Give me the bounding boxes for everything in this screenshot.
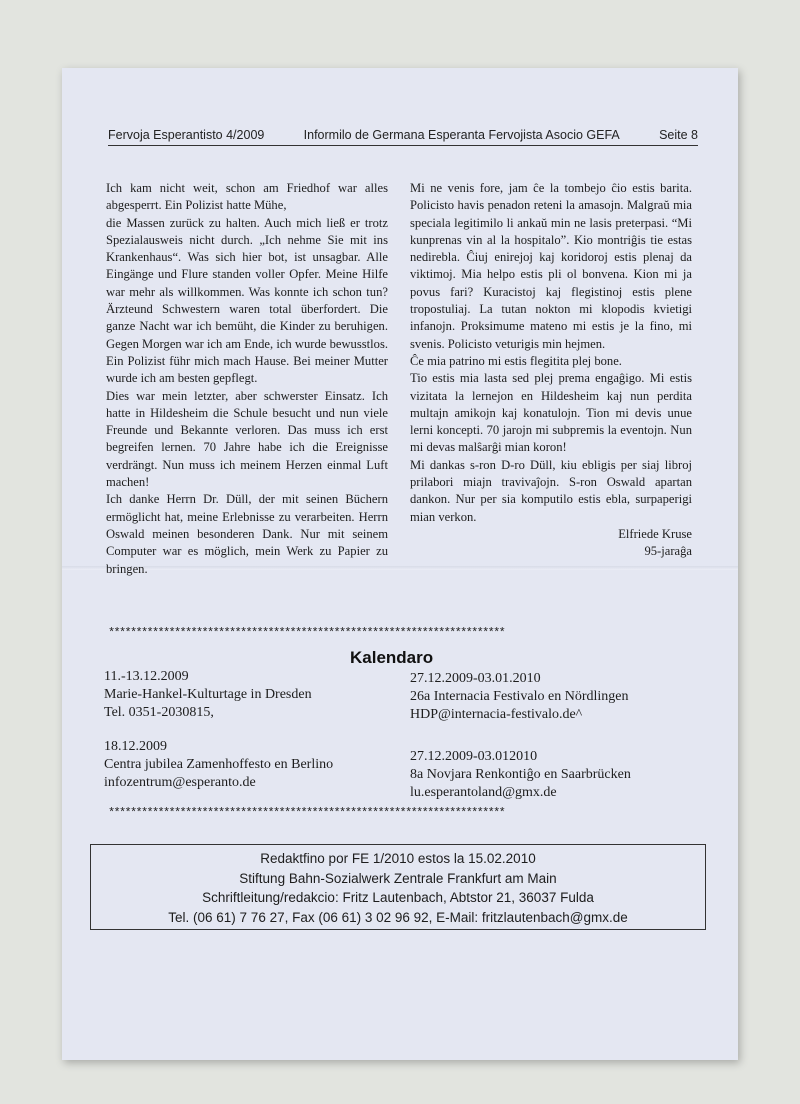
header-publication: Fervoja Esperantisto 4/2009 [108, 128, 265, 142]
editorial-info-box [90, 844, 706, 930]
calendar-event [410, 670, 628, 724]
star-divider-top: ************************************************************************ [108, 626, 505, 640]
editor-line: Schriftleitung/redakcio: Fritz Lautenbach, Abtstor 21, 36037 Fulda [202, 890, 594, 905]
event-contact: lu.esperantoland@gmx.de [410, 785, 557, 800]
page-header [108, 128, 698, 146]
paragraph: Dies war mein letzter, aber schwerster Einsatz. Ich hatte in Hildesheim die Schule besucht und nun viele Freunde und Bekannte verloren. Das muss ich erst begreifen lernen. 70 Jahre habe ich die Ereignisse verdrängt. Nun muss ich meinem Herzen einmal Luft machen! [106, 388, 388, 490]
header-subtitle: Informilo de Germana Esperanta Fervojista Asocio GEFA [303, 128, 620, 142]
calendar-event [104, 668, 312, 722]
event-title: 8a Novjara Renkontiĝo en Saarbrücken [410, 767, 631, 782]
event-date: 11.-13.12.2009 [104, 669, 189, 684]
paragraph: Mi ne venis fore, jam ĉe la tombejo ĉio estis barita. Policisto havis penadon reteni la amasojn. Malgraŭ mia speciala legitimilo li ankaŭ min ne lasis preterpasi. “Mi kunprenas vin al la hospitalo”. Kio montriĝis tie estas nedirebla. Ĉiuj enirejoj kaj koridoroj estis plenaj da viktimoj. Mia helpo estis pli ol bonvena. Kion mi ja povus fari? Kuracistoj kaj flegistinoj estis plene tropostuliaj. La tutan nokton mi klopodis kvietigi infanojn. Proksimume mateno mi estis je la fino, mi svenis. Policisto veturigis min hejmen. [410, 181, 692, 351]
event-title: Marie-Hankel-Kulturtage in Dresden [104, 687, 312, 702]
header-page-number: Seite 8 [659, 128, 698, 142]
author-age: 95-jaraĝa [644, 544, 692, 559]
publisher-line: Stiftung Bahn-Sozialwerk Zentrale Frankfurt am Main [239, 870, 557, 886]
deadline-line: Redaktfino por FE 1/2010 estos la 15.02.2010 [260, 851, 536, 866]
calendar-title: Kalendaro [350, 648, 434, 667]
paragraph: Ich danke Herrn Dr. Düll, der mit seinen Büchern ermöglicht hat, meine Erlebnisse zu verarbeiten. Herrn Oswald meinen besonderen Dank. Nur mit seinem Computer war es möglich, mein Werk zu Papier zu bringen. [106, 492, 388, 576]
paragraph: die Massen zurück zu halten. Auch mich ließ er trotz Spezialausweis nicht durch. „Ich nehme Sie mit ins Krankenhaus“. Was sich hier bot, ist unsagbar. Alle Eingänge und Flure standen voller Opfer. Meine Hilfe war mehr als willkommen. Was konnte ich schon tun? Ärzteund Schwestern waren total überfordert. Die ganze Nacht war ich bemüht, die Kinder zu beruhigen. Gegen Morgen war ich am Ende, ich wurde bewusstlos. Ein Polizist führ mich mach Hause. Bei meiner Mutter wurde ich am besten gepflegt. [106, 215, 388, 386]
event-date: 18.12.2009 [104, 739, 167, 754]
german-text-column [106, 180, 388, 578]
paragraph: Ĉe mia patrino mi estis flegitita plej bone. [410, 353, 622, 368]
event-contact: Tel. 0351-2030815, [104, 705, 214, 720]
calendar-event [410, 748, 631, 802]
author-name: Elfriede Kruse [618, 526, 692, 541]
esperanto-text-column [410, 180, 692, 561]
event-contact: infozentrum@esperanto.de [104, 775, 256, 790]
paragraph: Ich kam nicht weit, schon am Friedhof war alles abgesperrt. Ein Polizist hatte Mühe, [106, 181, 388, 213]
contact-line: Tel. (06 61) 7 76 27, Fax (06 61) 3 02 96 92, E-Mail: fritzlautenbach@gmx.de [168, 909, 628, 925]
event-date: 27.12.2009-03.012010 [410, 749, 538, 764]
paragraph: Tio estis mia lasta sed plej prema engaĝigo. Mi estis vizitata la lernejon en Hildesheim kaj nun perdita multajn amikojn kaj konatulojn. Tion mi devis unue lerni koncepti. 70 jarojn mi subpremis la eventojn. Nun mi devas malŝarĝi mian koron! [410, 371, 692, 455]
event-contact: HDP@internacia-festivalo.de^ [410, 707, 583, 722]
paragraph: Mi dankas s-ron D-ro Düll, kiu ebligis per siaj libroj prilabori miajn travivaĵojn. S-ron Oswald apartan dankon. Nur per sia komputilo estis ebla, surpaperigi mian verkon. [410, 457, 692, 524]
star-divider-bottom: ************************************************************************ [108, 806, 505, 820]
calendar-event [104, 738, 333, 792]
event-title: 26a Internacia Festivalo en Nördlingen [410, 689, 629, 704]
event-date: 27.12.2009-03.01.2010 [410, 671, 541, 686]
event-title: Centra jubilea Zamenhoffesto en Berlino [104, 757, 334, 772]
